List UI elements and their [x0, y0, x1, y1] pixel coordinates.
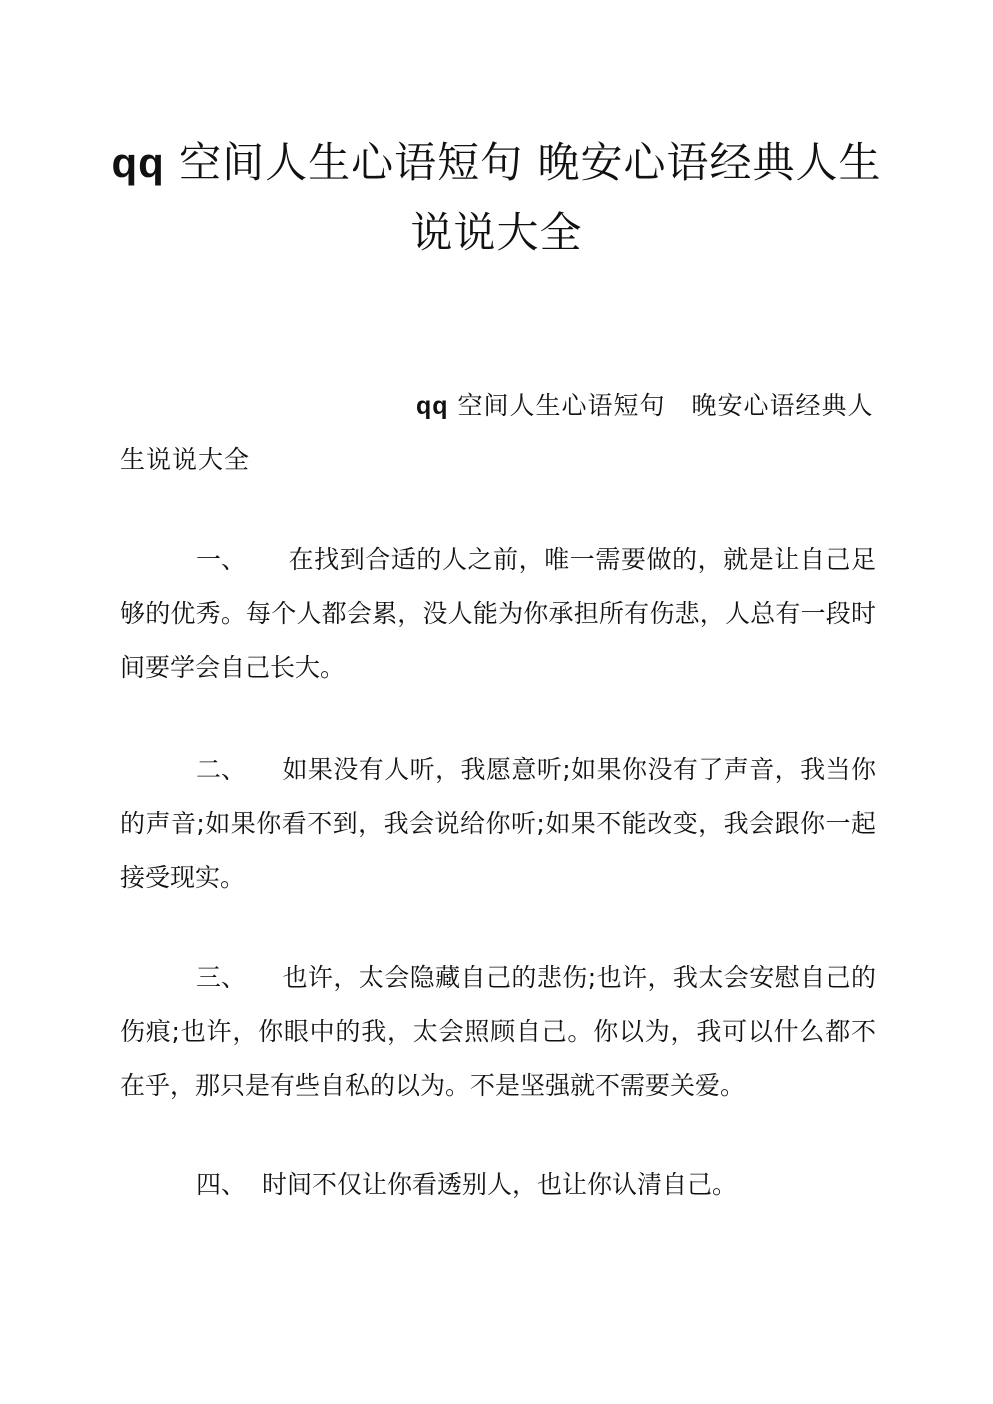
- paragraph-text: 也许，太会隐藏自己的悲伤;也许，我太会安慰自己的伤痕;也许，你眼中的我，太会照顾自己。你以为，我可以什么都不在乎，那只是有些自私的以为。不是坚强就不需要关爱。: [120, 963, 876, 1100]
- paragraph-4: [120, 1158, 876, 1212]
- paragraph-text: 时间不仅让你看透别人，也让你认清自己。: [262, 1170, 738, 1199]
- paragraph-text: 在找到合适的人之前，唯一需要做的，就是让自己足够的优秀。每个人都会累，没人能为你承担所有伤悲，人总有一段时间要学会自己长大。: [120, 545, 876, 682]
- paragraph-3: [120, 951, 876, 1113]
- paragraph-text: 如果没有人听，我愿意听;如果你没有了声音，我当你的声音;如果你看不到，我会说给你听;如果不能改变，我会跟你一起接受现实。: [120, 755, 876, 892]
- title-qq-label: qq: [111, 139, 165, 186]
- document-subtitle: [120, 379, 876, 487]
- title-text: 空间人生心语短句 晚安心语经典人生说说大全: [164, 138, 882, 257]
- paragraph-2: [120, 743, 876, 905]
- paragraph-number: 一、: [196, 545, 247, 574]
- paragraph-1: [120, 533, 876, 695]
- paragraph-number: 四、: [196, 1170, 247, 1199]
- subtitle-qq-label: qq: [416, 392, 449, 420]
- paragraph-number: 三、: [196, 963, 247, 992]
- subtitle-text: 空间人生心语短句 晚安心语经典人生说说大全: [120, 391, 874, 474]
- page-title: [100, 128, 893, 268]
- paragraph-number: 二、: [196, 755, 247, 784]
